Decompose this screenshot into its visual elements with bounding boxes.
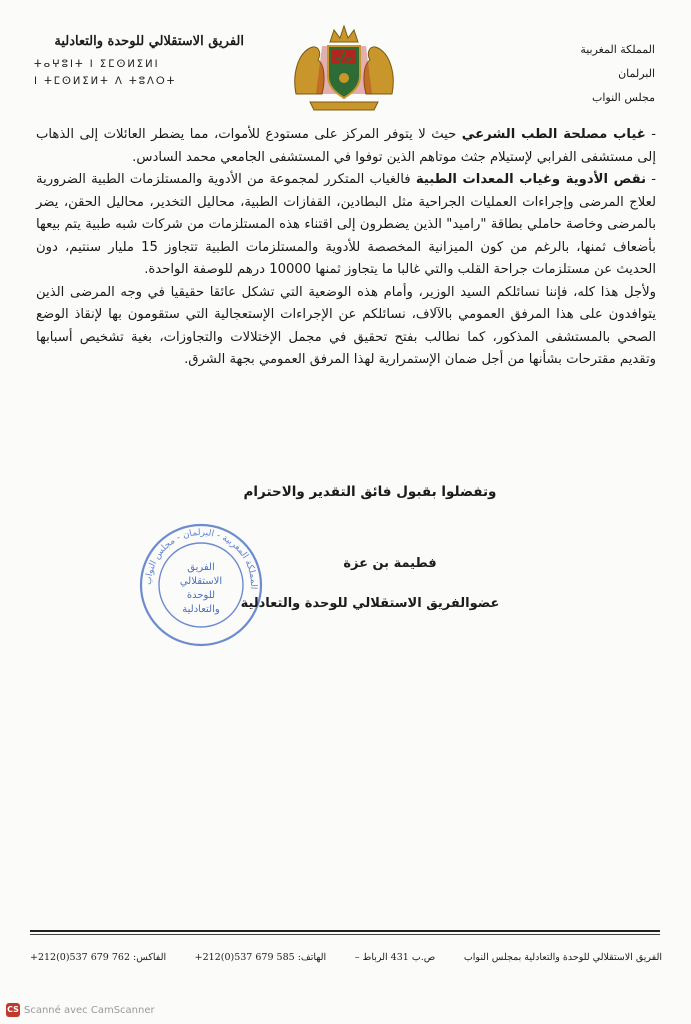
closing-line: وتفضلوا بقبول فائق التقدير والاحترام: [243, 484, 497, 500]
stamp-inner-line-1: الفريق: [187, 562, 215, 573]
footer-address-name: الفريق الاستقلالي للوحدة والتعادلية بمجلس النواب: [463, 952, 662, 963]
paragraph-forensics: - غياب مصلحة الطب الشرعي حيث لا يتوفر المركز على مستودع للأموات، مما يضطر العائلات إلى الذهاب إلى مستشفى الفرابي لإستيلام جثث موتاهم الذين توفوا في المستشفى الجامعي محمد السادس.: [36, 127, 657, 165]
camscanner-text: Scanné avec CamScanner: [24, 1005, 155, 1016]
official-stamp: [138, 522, 264, 648]
stamp-inner-line-4: والتعادلية: [182, 604, 220, 615]
footer-fax: +212(0)537 679 762: [30, 952, 130, 963]
party-header: [34, 34, 244, 87]
footer-po-box: ص.ب 431 الرباط –: [354, 952, 436, 963]
stamp-inner-line-2: الاستقلالي: [179, 576, 223, 587]
parliament-label: البرلمان: [618, 67, 655, 80]
footer-rule-thin: [30, 934, 660, 935]
paragraph-forensics-text: حيث لا يتوفر المركز على مستودع للأموات، مما يضطر العائلات إلى الذهاب إلى مستشفى الفرابي لإستيلام جثث موتاهم الذين توفوا في المستشفى الجامعي محمد السادس.: [36, 127, 656, 165]
camscanner-watermark: [6, 1003, 155, 1017]
house-label: مجلس النواب: [592, 91, 655, 104]
footer-rule-thick: [30, 930, 660, 932]
signatory-name: فطيمة بن عزة: [343, 556, 437, 571]
footer-contact: [30, 952, 662, 963]
paragraph-medicines: - نقص الأدوية وغياب المعدات الطبية فالغياب المتكرر لمجموعة من الأدوية والمستلزمات الطبية الضرورية لعلاج المرضى وإجراءات العمليات الجراحية مثل البطادين، القفازات الطبية، محاليل التخدير، محاليل الحقن، يضر بالمرضى وخاصة حاملي بطاقة "راميد" الذين يضطرون إلى اقتناء هذه المستلزمات من شركات شبه طبية يتم بيعها بأضعاف ثمنها، بالرغم من كون الميزانية المخصصة للأدوية والمستلزمات الطبية تتجاوز 15 مليار سنتيم، دون الحديث عن مستلزمات جراحة القلب والتي غالبا ما يتجاوز ثمنها 10000 درهم للوصفة الواحدة.: [36, 172, 657, 277]
stamp-outer-text: المملكة المغربية - البرلمان - مجلس النواب: [143, 527, 259, 590]
kingdom-label: المملكة المغربية: [580, 43, 655, 56]
letter-body: [36, 124, 656, 372]
institution-header: [495, 38, 655, 110]
paragraph-medicines-heading: نقص الأدوية وغياب المعدات الطبية: [415, 172, 647, 187]
footer-phone-label: الهاتف:: [297, 952, 327, 963]
royal-coat-of-arms-icon: [288, 24, 400, 116]
footer-phone: +212(0)537 679 585: [194, 952, 295, 963]
footer-fax-label: الفاكس:: [133, 952, 167, 963]
tifinagh-line-1: ⵜⴰⵖⵓⵏⵜ ⵏ ⵉⵎⵙⵍⵉⵍⵏ: [34, 59, 160, 70]
signatory-role: عضوالفريق الاستقلالي للوحدة والتعادلية: [240, 596, 500, 611]
party-name: الفريق الاستقلالي للوحدة والتعادلية: [54, 34, 244, 49]
tifinagh-line-2: ⵏ ⵜⵎⵙⵍⵉⵍⵜ ⴷ ⵜⵓⴷⵔⵜ: [34, 76, 177, 87]
stamp-inner-line-3: للوحدة: [186, 590, 216, 601]
paragraph-forensics-heading: غياب مصلحة الطب الشرعي: [461, 127, 646, 142]
paragraph-medicines-text: فالغياب المتكرر لمجموعة من الأدوية والمستلزمات الطبية الضرورية لعلاج المرضى وإجراءات العمليات الجراحية مثل البطادين، القفازات الطبية، محاليل التخدير، محاليل الحقن، يضر بالمرضى وخاصة حاملي بطاقة "راميد" الذين يضطرون إلى اقتناء هذه المستلزمات من شركات شبه طبية يتم بيعها بأضعاف ثمنها، بالرغم من كون الميزانية المخصصة للأدوية والمستلزمات الطبية تتجاوز 15 مليار سنتيم، دون الحديث عن مستلزمات جراحة القلب والتي غالبا ما يتجاوز ثمنها 10000 درهم للوصفة الواحدة.: [36, 172, 656, 277]
paragraph-request: ولأجل هذا كله، فإننا نسائلكم السيد الوزير، وأمام هذه الوضعية التي تشكل عائقا حقيقيا في وجه المرضى الذين يتوافدون على هذا المرفق العمومي بالآلاف، نسائلكم عن الإجراءات الإستعجالية التي ستقومون بها لإنقاذ الوضع الصحي بالمستشفى المذكور، كما نطالب بفتح تحقيق في مجمل الإختلالات والتجاوزات، بغية تشخيص أسبابها وتقديم مقترحات بشأنها من أجل ضمان الإستمرارية لهذا المرفق العمومي بجهة الشرق.: [36, 284, 656, 367]
camscanner-logo-icon: CS: [6, 1003, 20, 1017]
footer-fax-group: [30, 952, 166, 963]
footer-phone-group: [195, 952, 327, 963]
